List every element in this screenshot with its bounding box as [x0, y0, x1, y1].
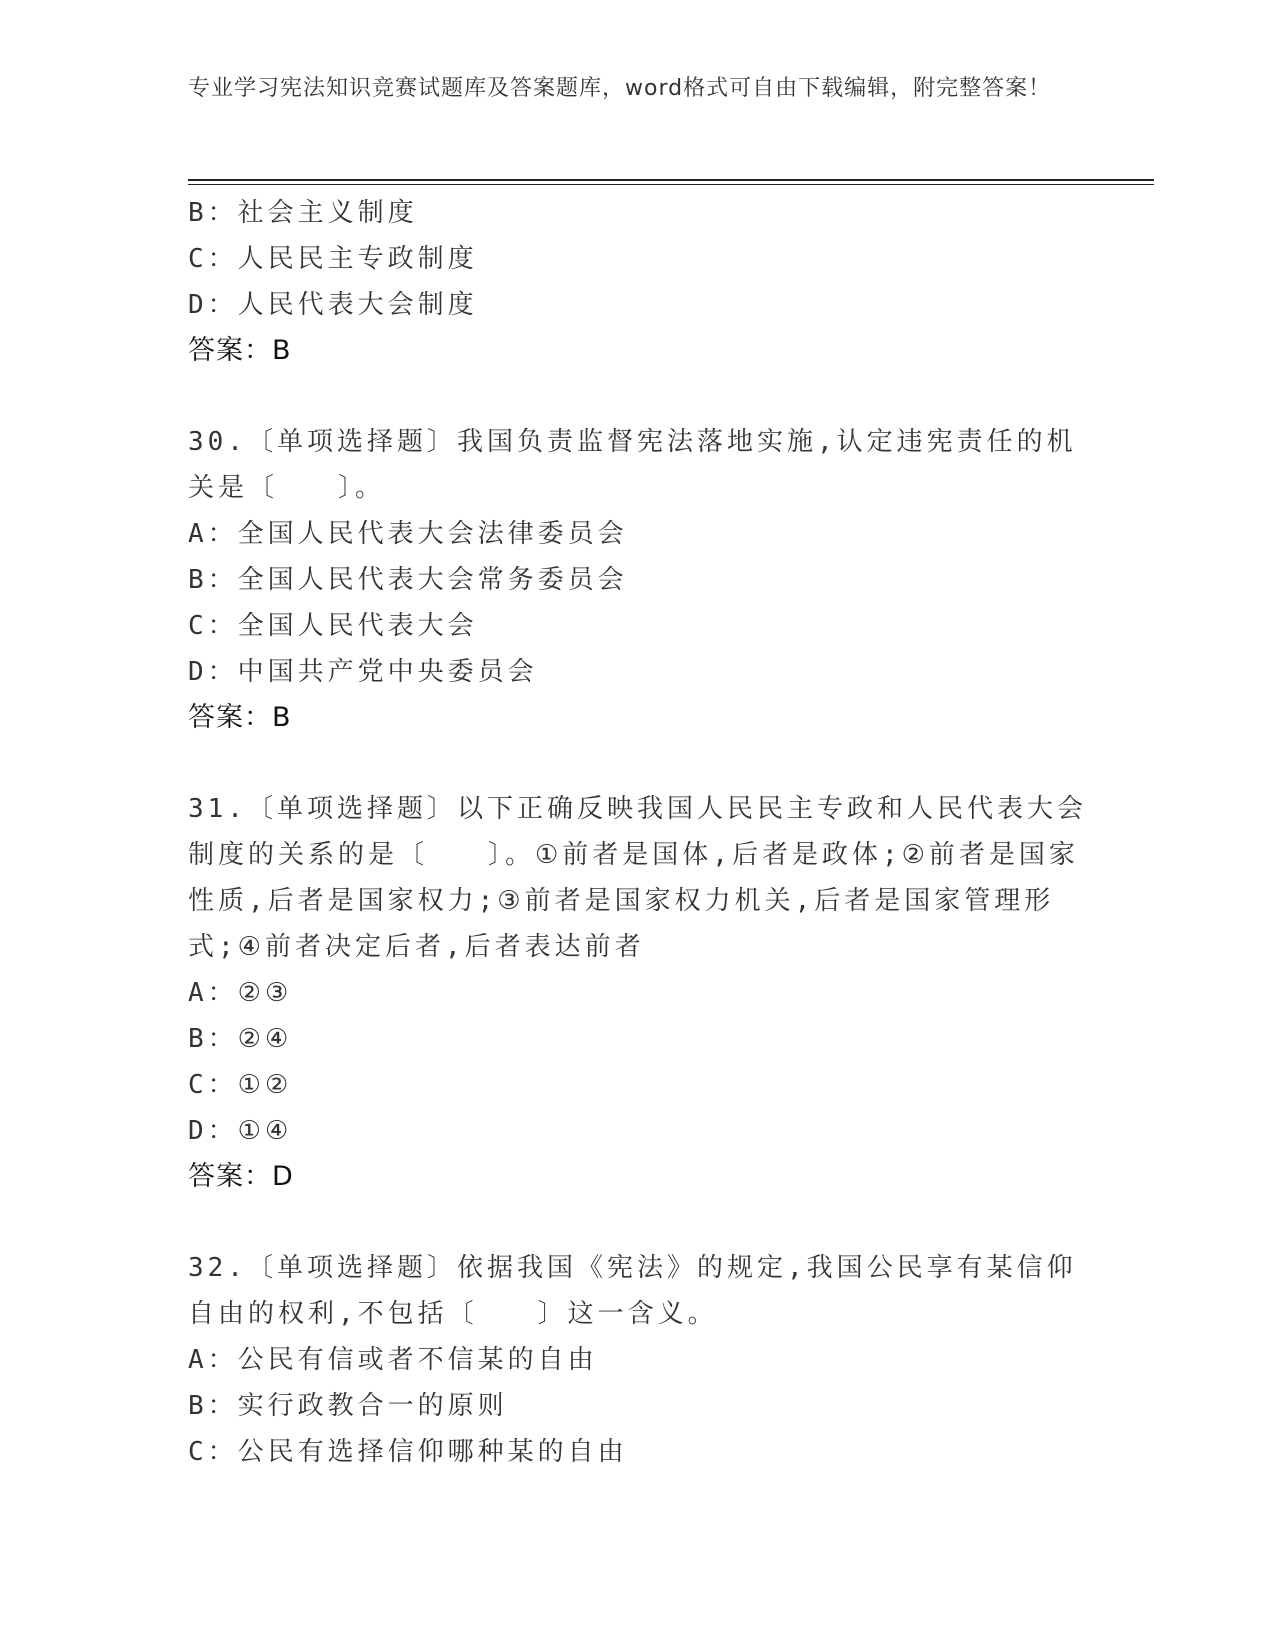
header-text: 专业学习宪法知识竞赛试题库及答案题库，word格式可自由下载编辑，附完整答案！ [188, 76, 1052, 101]
question-stem: 32.〔单项选择题〕依据我国《宪法》的规定,我国公民享有某信仰自由的权利,不包括〔 〕这一含义。 [188, 1253, 1077, 1329]
option-d: D：①④ [188, 1116, 293, 1146]
option-b: B：②④ [188, 1024, 293, 1054]
option-a: A：公民有信或者不信某的自由 [188, 1345, 598, 1375]
option-a: A：②③ [188, 978, 293, 1008]
question-30 [188, 419, 1088, 741]
option-b: B：社会主义制度 [188, 198, 418, 228]
spacer [188, 374, 1088, 419]
spacer [188, 1200, 1088, 1245]
option-b: B：全国人民代表大会常务委员会 [188, 565, 628, 595]
answer: 答案：D [188, 1161, 294, 1192]
spacer [188, 741, 1088, 786]
question-content [188, 190, 1088, 1475]
answer: 答案：B [188, 335, 292, 366]
header-rule-thick [188, 179, 1154, 181]
option-b: B：实行政教合一的原则 [188, 1391, 508, 1421]
header-rule-thin [188, 184, 1154, 185]
question-31 [188, 786, 1088, 1200]
option-c: C：公民有选择信仰哪种某的自由 [188, 1437, 628, 1467]
option-c: C：人民民主专政制度 [188, 244, 478, 274]
question-stem: 30.〔单项选择题〕我国负责监督宪法落地实施,认定违宪责任的机关是〔 〕。 [188, 427, 1077, 503]
option-c: C：①② [188, 1070, 293, 1100]
option-c: C：全国人民代表大会 [188, 611, 478, 641]
question-29-tail [188, 190, 1088, 374]
question-stem: 31.〔单项选择题〕以下正确反映我国人民民主专政和人民代表大会制度的关系的是〔 〕。①前者是国体,后者是政体;②前者是国家性质,后者是国家权力;③前者是国家权力机关,后者是国家管理形式;④前者决定后者,后者表达前者 [188, 794, 1087, 962]
option-a: A：全国人民代表大会法律委员会 [188, 519, 628, 549]
option-d: D：人民代表大会制度 [188, 290, 478, 320]
answer: 答案：B [188, 702, 292, 733]
option-d: D：中国共产党中央委员会 [188, 657, 538, 687]
question-32 [188, 1245, 1088, 1475]
document-header [188, 72, 1068, 105]
